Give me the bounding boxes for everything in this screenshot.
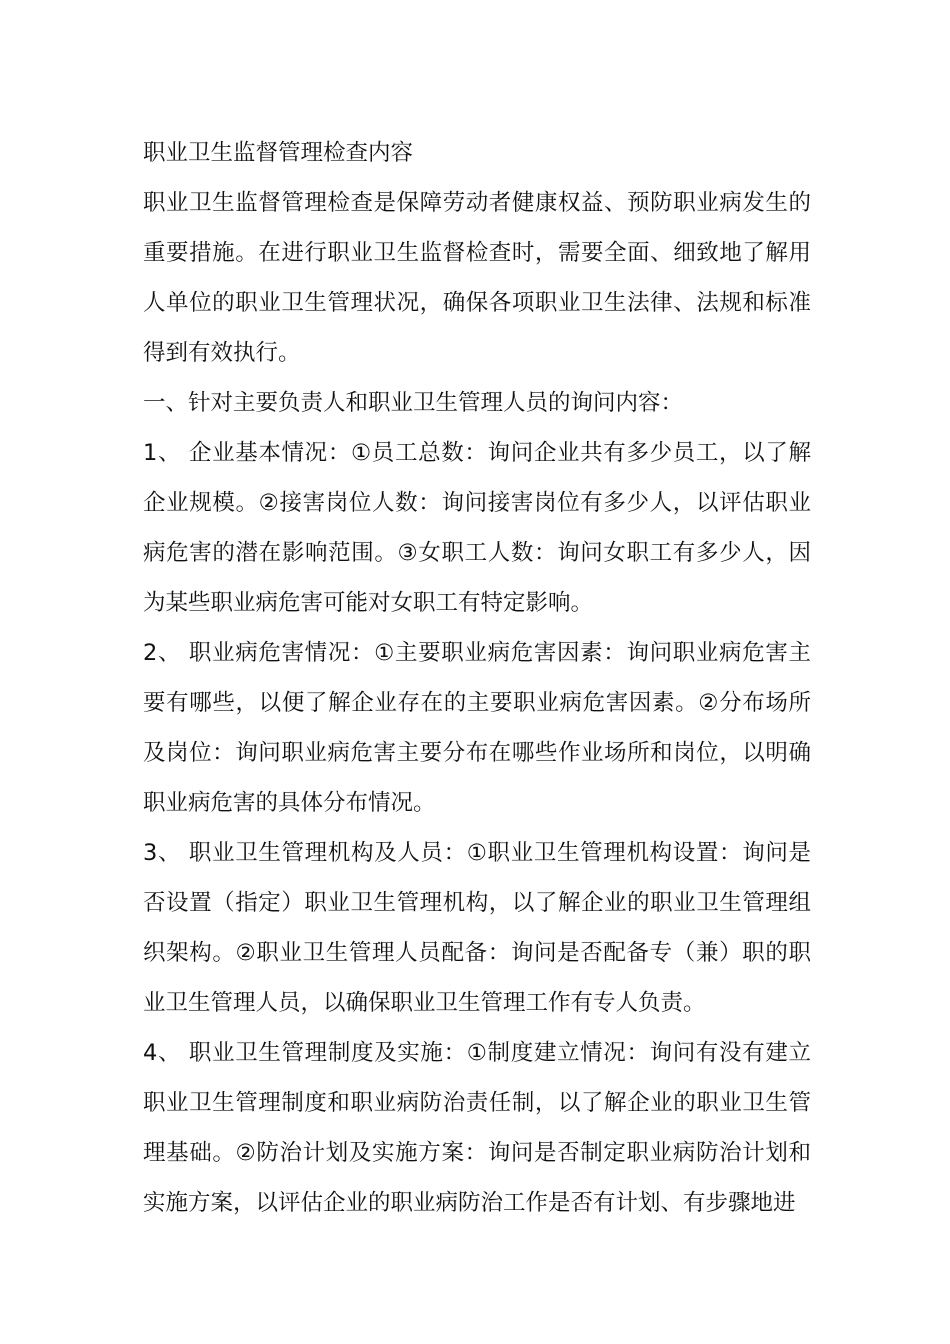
document-body — [143, 128, 811, 1228]
intro-paragraph: 职业卫生监督管理检查是保障劳动者健康权益、预防职业病发生的重要措施。在进行职业卫生监督检查时，需要全面、细致地了解用人单位的职业卫生管理状况，确保各项职业卫生法律、法规和标准得到有效执行。 — [143, 190, 811, 366]
section-heading: 一、针对主要负责人和职业卫生管理人员的询问内容： — [143, 390, 684, 416]
list-item-3: 3、 职业卫生管理机构及人员：①职业卫生管理机构设置：询问是否设置（指定）职业卫生管理机构，以了解企业的职业卫生管理组织架构。②职业卫生管理人员配备：询问是否配备专（兼）职的职业卫生管理人员，以确保职业卫生管理工作有专人负责。 — [143, 840, 811, 1016]
list-item-2: 2、 职业病危害情况：①主要职业病危害因素：询问职业病危害主要有哪些，以便了解企业存在的主要职业病危害因素。②分布场所及岗位：询问职业病危害主要分布在哪些作业场所和岗位，以明确职业病危害的具体分布情况。 — [143, 640, 811, 816]
document-title: 职业卫生监督管理检查内容 — [143, 140, 414, 166]
list-item-1: 1、 企业基本情况：①员工总数：询问企业共有多少员工，以了解企业规模。②接害岗位人数：询问接害岗位有多少人，以评估职业病危害的潜在影响范围。③女职工人数：询问女职工有多少人，因为某些职业病危害可能对女职工有特定影响。 — [143, 440, 811, 616]
list-item-4: 4、 职业卫生管理制度及实施：①制度建立情况：询问有没有建立职业卫生管理制度和职业病防治责任制，以了解企业的职业卫生管理基础。②防治计划及实施方案：询问是否制定职业病防治计划和实施方案，以评估企业的职业病防治工作是否有计划、有步骤地进 — [143, 1040, 811, 1216]
